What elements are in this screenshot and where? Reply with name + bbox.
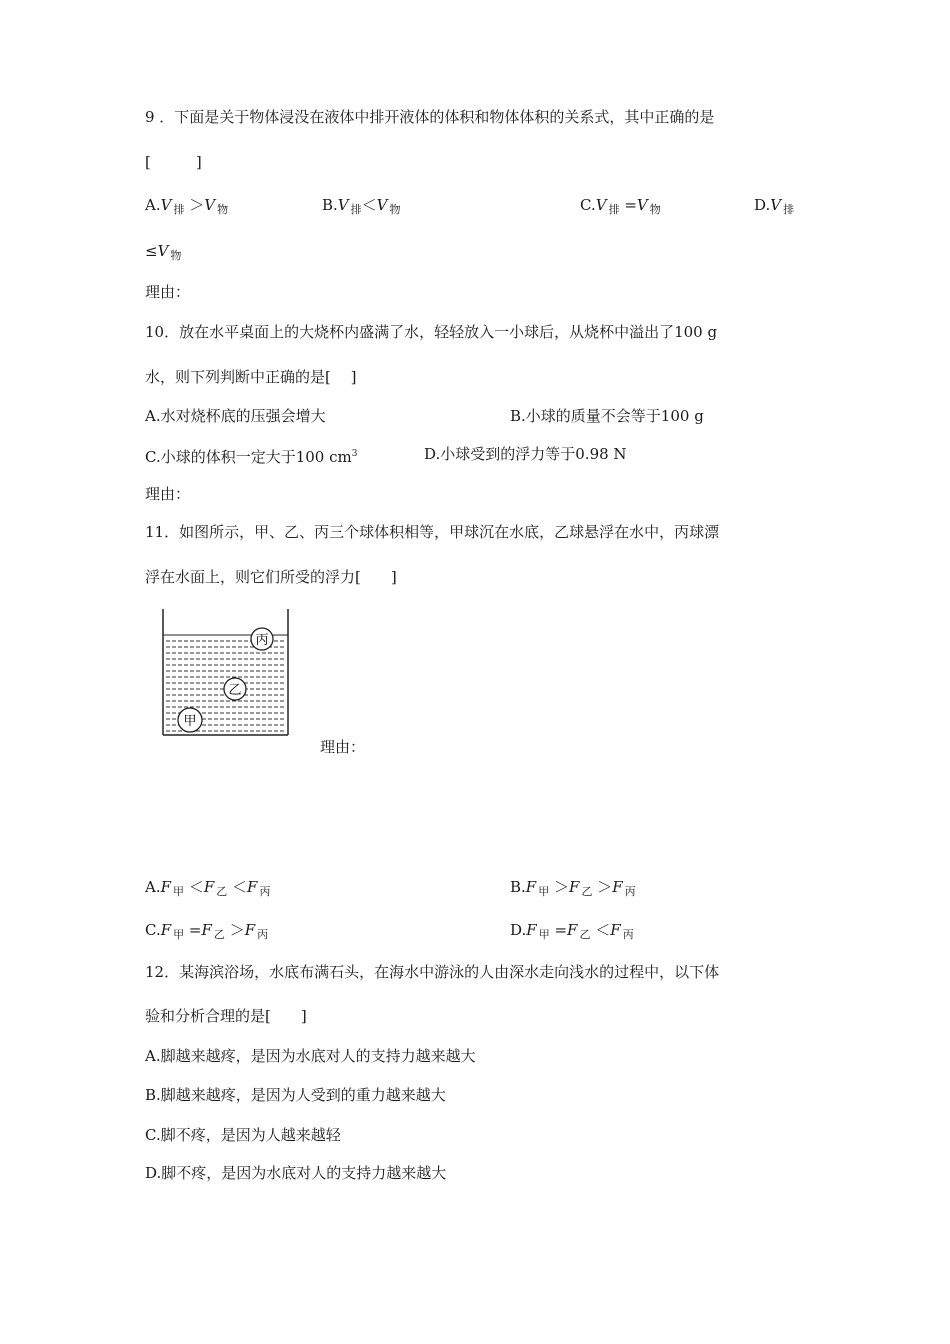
q10-stem-line2: 水，则下列判断中正确的是[ ]: [145, 368, 357, 386]
q9-stem: 9 ．下面是关于物体浸没在液体中排开液体的体积和物体体积的关系式，其中正确的是: [145, 108, 715, 126]
q11-stem-line2: 浮在水面上，则它们所受的浮力[ ]: [145, 568, 397, 586]
q11-option-d: D.F $_甲$ =F $_乙$ ＜F $_丙$: [510, 921, 634, 941]
q11-option-a: A.F $_甲$ ＜F $_乙$ ＜F $_丙$: [145, 878, 271, 898]
q12-option-d: D.脚不疼，是因为水底对人的支持力越来越大: [145, 1164, 447, 1182]
beaker-figure: [158, 605, 294, 739]
q9-option-b: B.V $_排$＜V $_物$: [322, 196, 401, 216]
q12-option-b: B.脚越来越疼，是因为人受到的重力越来越大: [145, 1086, 446, 1104]
q11-option-c: C.F $_甲$ =F $_乙$ ＞F $_丙$: [145, 921, 269, 941]
q10-option-c: C.小球的体积一定大于100 $cm^3$: [145, 448, 358, 466]
q11-stem-line1: 11．如图所示，甲、乙、丙三个球体积相等，甲球沉在水底，乙球悬浮在水中，丙球漂: [145, 523, 720, 541]
q9-option-c: C.V $_排$ =V $_物$: [580, 196, 661, 216]
q9-option-d-part2: ≤V $_物$: [145, 242, 182, 262]
ball-yi-label: 乙: [228, 683, 242, 698]
q10-option-a: A.水对烧杯底的压强会增大: [145, 407, 326, 425]
q11-reason: 理由：: [320, 738, 366, 756]
q11-option-b: B.F $_甲$ ＞F $_乙$ ＞F $_丙$: [510, 878, 636, 898]
ball-yi: [224, 678, 246, 700]
q12-option-a: A.脚越来越疼，是因为水底对人的支持力越来越大: [145, 1047, 476, 1065]
q12-stem-line1: 12．某海滨浴场，水底布满石头，在海水中游泳的人由深水走向浅水的过程中，以下体: [145, 963, 720, 981]
q9-answer-bracket: [ ]: [145, 153, 202, 171]
ball-jia-label: 甲: [183, 714, 197, 729]
ball-bing-label: 丙: [255, 633, 269, 648]
ball-jia: [178, 708, 202, 732]
ball-bing: [251, 628, 273, 650]
q10-stem-line1: 10．放在水平桌面上的大烧杯内盛满了水，轻轻放入一小球后，从烧杯中溢出了100 g: [145, 323, 718, 341]
q9-reason: 理由：: [145, 283, 191, 301]
q10-option-d: D.小球受到的浮力等于0.98 N: [424, 445, 627, 463]
q9-option-d-part1: D.V $_排$: [754, 196, 795, 216]
q10-reason: 理由：: [145, 485, 191, 503]
q12-stem-line2: 验和分析合理的是[ ]: [145, 1007, 307, 1025]
q10-option-b: B.小球的质量不会等于100 g: [510, 407, 704, 425]
q9-option-a: A.V $_排$ ＞V $_物$: [145, 196, 229, 216]
q12-option-c: C.脚不疼，是因为人越来越轻: [145, 1126, 341, 1144]
